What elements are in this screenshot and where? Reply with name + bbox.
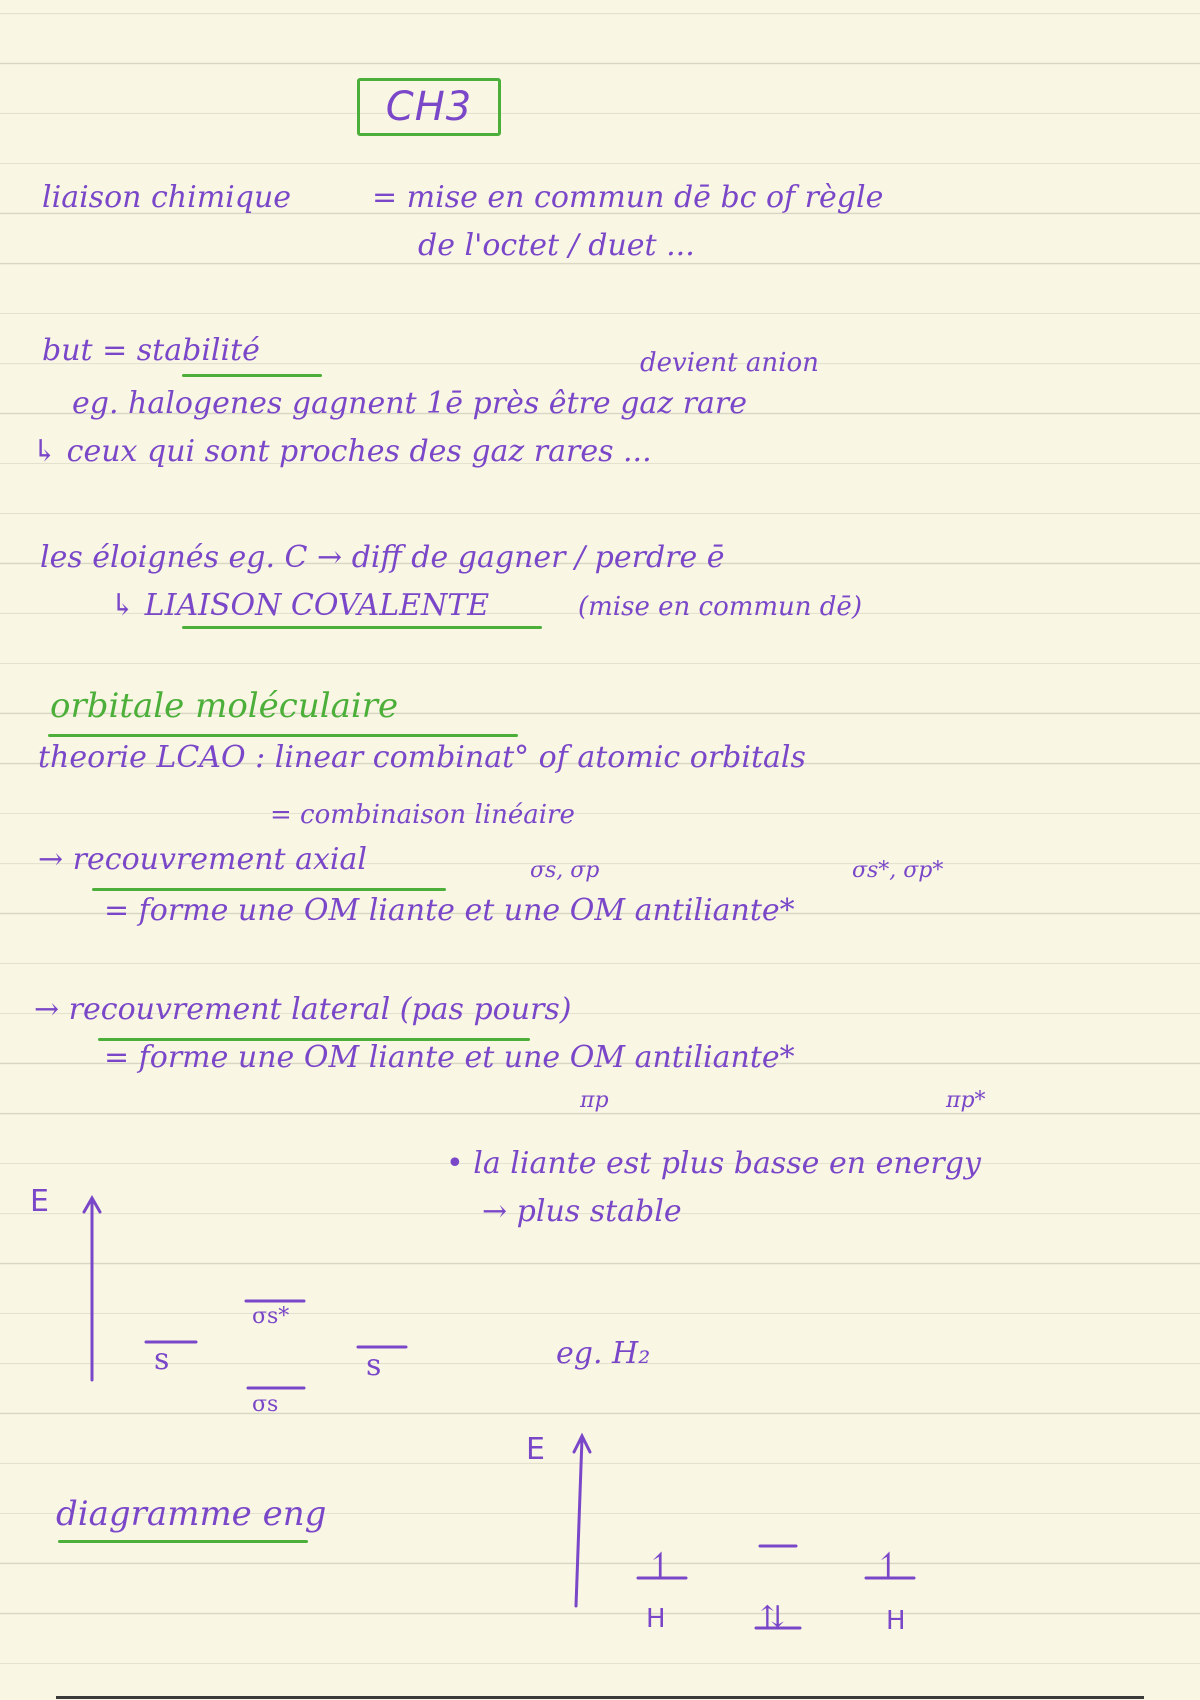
orbitale-moleculaire-heading: orbitale moléculaire (50, 686, 399, 726)
pi-p-star-label: πp* (946, 1088, 986, 1113)
octet-rule-line: de l'octet / duet ... (418, 228, 695, 263)
h-left-atom: H (646, 1604, 666, 1634)
pi-p-label: πp (580, 1088, 609, 1113)
lcao-theory: theorie LCAO : linear combinat° of atomic orbitals (38, 740, 806, 775)
s-right-label: s (366, 1348, 382, 1383)
liaison-covalente: ↳ LIAISON COVALENTE (110, 588, 490, 623)
halogen-example: eg. halogenes gagnent 1ē près être gaz rare (72, 386, 747, 421)
sigma-label-diagram: σs (252, 1392, 279, 1417)
forme-om-lateral: = forme une OM liante et une OM antiliante* (104, 1040, 795, 1075)
ceux-proches-line: ↳ ceux qui sont proches des gaz rares ... (32, 434, 652, 469)
h-right-atom: H (886, 1606, 906, 1636)
sigma-star-label-diagram: σs* (252, 1304, 290, 1329)
liante-basse-note: • la liante est plus basse en energy (446, 1146, 981, 1181)
bond-electrons: ⇅ (760, 1600, 786, 1635)
diagramme-energie-heading: diagramme eng (56, 1494, 327, 1534)
mise-en-commun-note: (mise en commun dē) (578, 592, 862, 622)
energy-axis-arrow-2 (574, 1436, 590, 1606)
but-stabilite: but = stabilité (42, 333, 260, 368)
h-left-electron: ↿ (646, 1546, 675, 1586)
h2-example-label: eg. H₂ (556, 1336, 651, 1371)
energy-axis-label-1: E (30, 1184, 49, 1219)
sigma-star-label: σs*, σp* (852, 858, 944, 883)
combinaison-lineaire-note: = combinaison linéaire (270, 800, 575, 830)
plus-stable-note: → plus stable (482, 1194, 682, 1229)
sigma-s-p-label: σs, σp (530, 858, 600, 883)
eloignes-line: les éloignés eg. C → diff de gagner / perdre ē (40, 540, 725, 575)
energy-axis-label-2: E (526, 1432, 545, 1467)
forme-om-axial: = forme une OM liante et une OM antiliante* (104, 893, 795, 928)
h-right-electron: ↿ (874, 1546, 903, 1586)
recouvrement-axial: → recouvrement axial (38, 842, 367, 877)
bottom-rule (56, 1696, 1144, 1699)
s-left-label: s (154, 1342, 170, 1377)
recouvrement-lateral: → recouvrement lateral (pas pours) (34, 992, 572, 1027)
liaison-chimique-definition: = mise en commun dē bc of règle (372, 180, 884, 215)
chapter-title: CH3 (357, 78, 501, 136)
liaison-chimique-term: liaison chimique (42, 180, 292, 215)
devient-anion-note: devient anion (640, 348, 819, 378)
